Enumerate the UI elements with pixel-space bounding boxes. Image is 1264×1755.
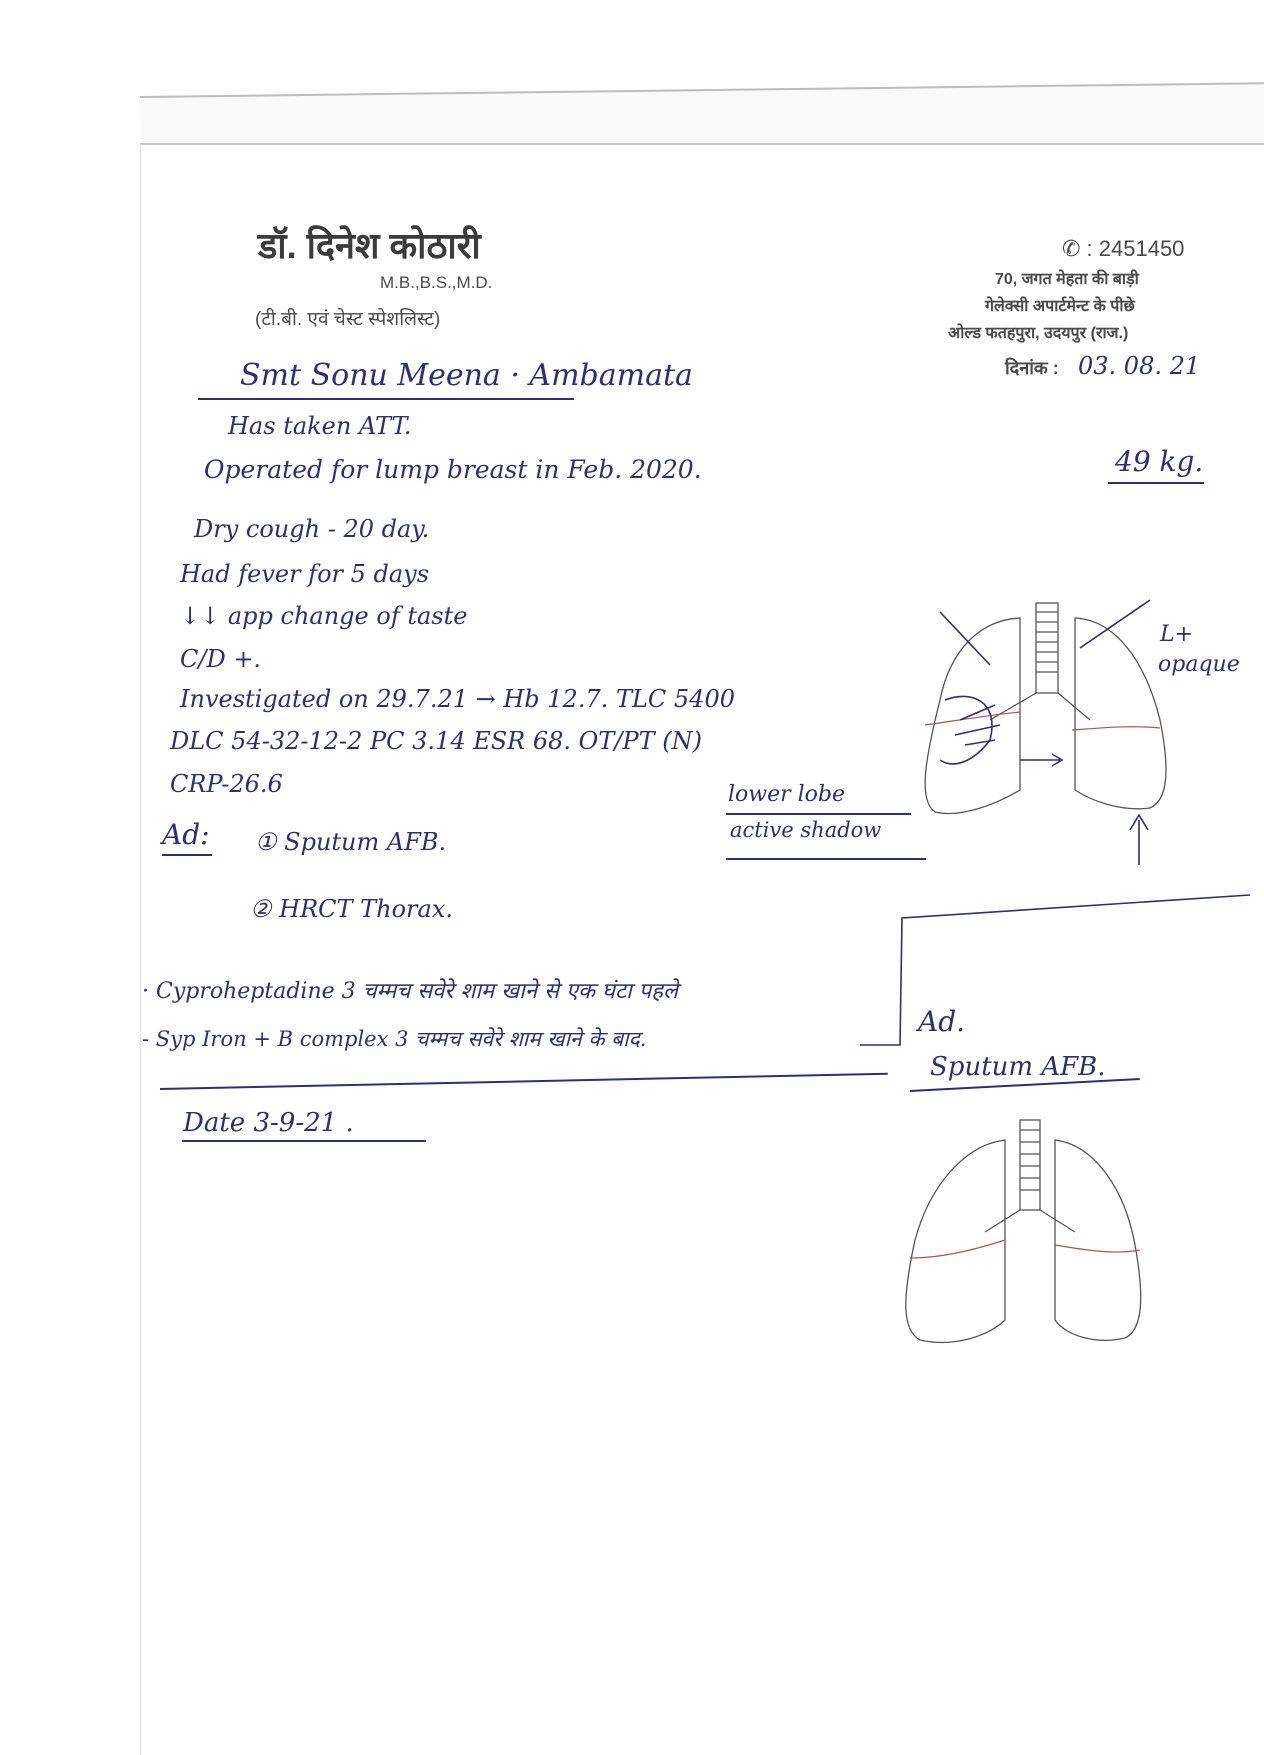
history-att: Has taken ATT.	[228, 412, 412, 440]
advice-label: Ad:	[162, 818, 210, 851]
date-label: दिनांक :	[1005, 358, 1059, 378]
prescription-line-2: - Syp Iron + B complex 3 चम्मच सवेरे शाम खाने के बाद.	[142, 1027, 647, 1051]
clinic-phone: ✆ : 2451450	[1062, 236, 1185, 261]
address-line-3: ओल्ड फतहपुरा, उदयपुर (राज.)	[948, 325, 1129, 342]
address-line-2: गेलेक्सी अपार्टमेन्ट के पीछे	[985, 298, 1135, 315]
investigation-line-1: Investigated on 29.7.21 → Hb 12.7. TLC 5400	[180, 685, 735, 713]
lung-note-lower-lobe: lower lobe	[728, 782, 846, 807]
symptom-cough: Dry cough - 20 day.	[194, 515, 430, 543]
prescription-line-1: · Cyproheptadine 3 चम्मच सवेरे शाम खाने से एक घंटा पहले	[142, 979, 678, 1004]
investigation-line-2: DLC 54-32-12-2 PC 3.14 ESR 68. OT/PT (N)	[170, 727, 702, 755]
follow-up-date: Date 3-9-21 .	[183, 1108, 354, 1138]
history-surgery: Operated for lump breast in Feb. 2020.	[204, 455, 702, 484]
symptom-cd: C/D +.	[180, 645, 262, 673]
lung-note-active-shadow: active shadow	[730, 818, 882, 842]
patient-name: Smt Sonu Meena · Ambamata	[240, 358, 693, 393]
symptom-appetite: ↓↓ app change of taste	[180, 602, 468, 630]
address-line-1: 70, जगत मेहता की बाड़ी	[995, 271, 1139, 288]
lung-sketch-second-visit	[906, 1120, 1141, 1342]
investigation-crp: CRP-26.6	[170, 770, 283, 798]
lung-sketch-first-visit	[925, 600, 1166, 865]
advice-label-2: Ad.	[918, 1005, 966, 1038]
visit-date: 03. 08. 21	[1078, 352, 1201, 380]
doctor-specialty: (टी.बी. एवं चेस्ट स्पेशलिस्ट)	[255, 309, 441, 330]
lung-note-opaque: opaque	[1158, 652, 1240, 677]
advice-sputum: ① Sputum AFB.	[255, 828, 447, 856]
lung-note-left-plus: L+	[1160, 622, 1194, 647]
doctor-name: डॉ. दिनेश कोठारी	[258, 225, 481, 266]
symptom-fever: Had fever for 5 days	[180, 560, 430, 588]
advice-hrct: ② HRCT Thorax.	[250, 895, 454, 923]
advice-sputum-2: Sputum AFB.	[930, 1052, 1106, 1082]
patient-weight: 49 kg.	[1115, 445, 1204, 478]
doctor-degrees: M.B.,B.S.,M.D.	[380, 273, 493, 292]
